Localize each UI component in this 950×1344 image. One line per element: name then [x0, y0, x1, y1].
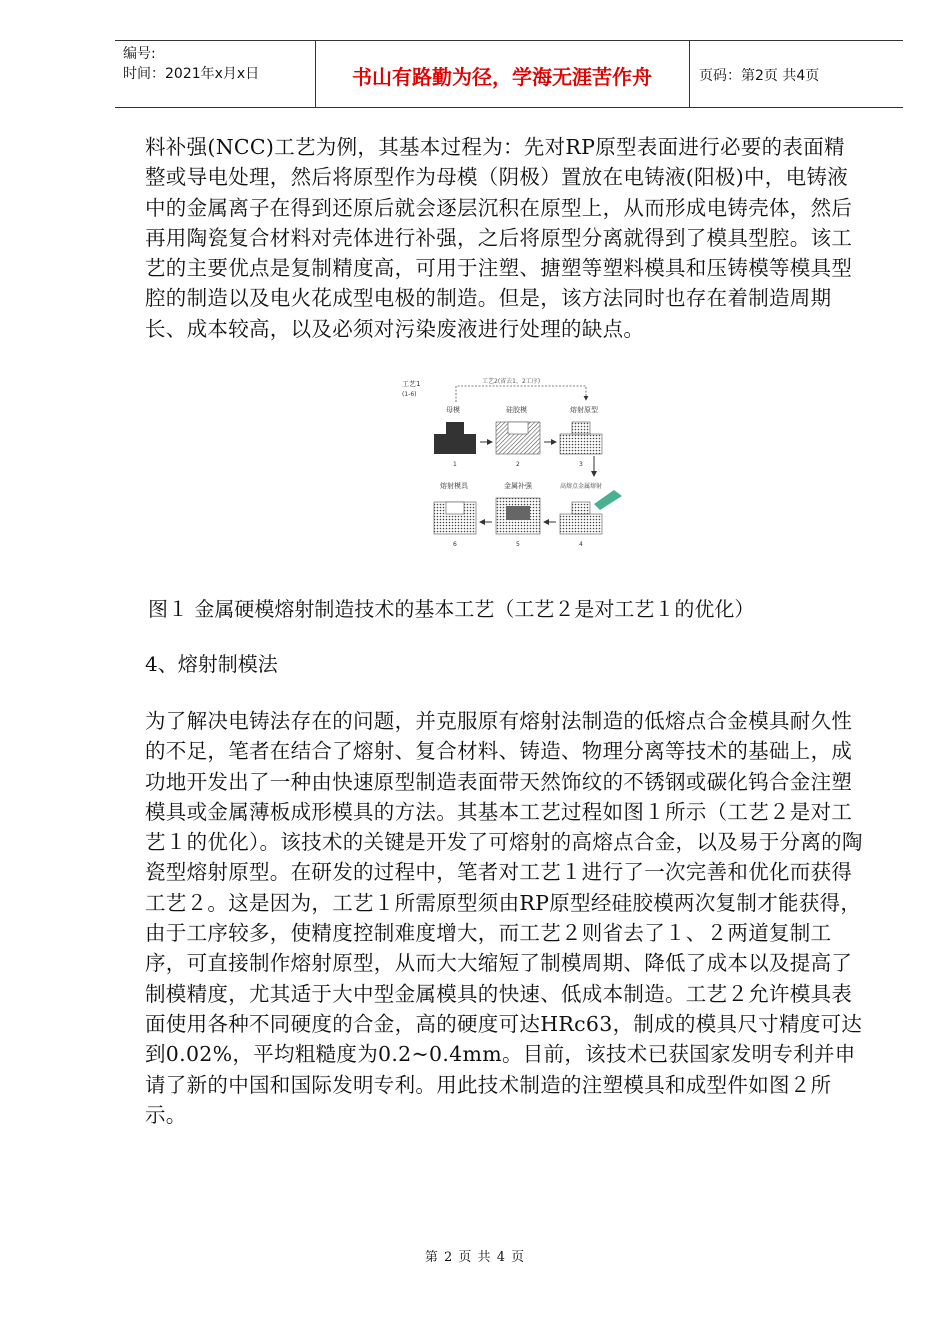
- process-figure: [400, 374, 640, 554]
- section-heading: 4、熔射制模法: [145, 652, 278, 676]
- process1-label: 工艺1: [402, 380, 421, 388]
- process-diagram: [400, 374, 640, 554]
- header-motto: 书山有路勤为径，学海无涯苦作舟: [352, 65, 652, 89]
- step3-number: 3: [579, 461, 583, 468]
- step5-label: 金属补强: [504, 482, 532, 490]
- step1-shape: [434, 422, 476, 454]
- step6-label: 熔射模具: [440, 482, 468, 490]
- page-footer: 第 2 页 共 4 页: [424, 1250, 526, 1265]
- step1-number: 1: [453, 461, 457, 468]
- step6-shape: [434, 502, 476, 534]
- step4-label: 高熔点金属熔射: [560, 483, 603, 490]
- number-label: 编号:: [123, 46, 156, 62]
- step3-shape: [560, 422, 602, 454]
- time-label: 时间：2021年x月x日: [123, 66, 260, 82]
- step4-number: 4: [579, 541, 583, 548]
- step4-shape: [560, 490, 622, 534]
- body-paragraph-2: 为了解决电铸法存在的问题，并克服原有熔射法制造的低熔点合金模具耐久性的不足，笔者在结合了熔射、复合材料、铸造、物理分离等技术的基础上，成功地开发出了一种由快速原型制造表面带天然饰纹的不锈钢或碳化钨合金注塑模具或金属薄板成形模具的方法。其基本工艺过程如图１所示（工艺２是对工艺１的优化）。该技术的关键是开发了可熔射的高熔点合金，以及易于分离的陶瓷型熔射原型。在研发的过程中，笔者对工艺１进行了一次完善和优化而获得工艺２。这是因为，工艺１所需原型须由RP原型经硅胶模两次复制才能获得，由于工序较多，使精度控制难度增大，而工艺２则省去了１、２两道复制工序，可直接制作熔射原型，从而大大缩短了制模周期、降低了成本以及提高了制模精度，尤其适于大中型金属模具的快速、低成本制造。工艺２允许模具表面使用各种不同硬度的合金，高的硬度可达HRc63，制成的模具尺寸精度可达到0.02%，平均粗糙度为0.2~0.4mm。目前，该技术已获国家发明专利并申请了新的中国和国际发明专利。用此技术制造的注塑模具和成型件如图２所示。: [145, 709, 863, 1127]
- process2-bracket: [456, 386, 586, 402]
- figure-caption: 图１ 金属硬模熔射制造技术的基本工艺（工艺２是对工艺１的优化）: [148, 597, 755, 621]
- step1-label: 母模: [446, 406, 460, 414]
- step6-number: 6: [453, 541, 457, 548]
- body-paragraph-1: 料补强(NCC)工艺为例，其基本过程为：先对RP原型表面进行必要的表面精整或导电处理，然后将原型作为母模（阴极）置放在电铸液(阳极)中，电铸液中的金属离子在得到还原后就会逐层沉积在原型上，从而形成电铸壳体，然后再用陶瓷复合材料对壳体进行补强，之后将原型分离就得到了模具型腔。该工艺的主要优点是复制精度高，可用于注塑、搪塑等塑料模具和压铸模等模具型腔的制造以及电火花成型电极的制造。但是，该方法同时也存在着制造周期长、成本较高，以及必须对污染废液进行处理的缺点。: [145, 135, 853, 341]
- header-meta-cell: [115, 41, 316, 107]
- spray-gun-icon: [594, 490, 622, 510]
- header-motto-cell: [315, 41, 690, 107]
- process1-range-label: (1-6): [402, 391, 417, 398]
- step2-shape: [496, 422, 540, 454]
- header-page-number: 页码：第2页 共4页: [699, 68, 820, 84]
- step5-number: 5: [516, 541, 520, 548]
- process2-label: 工艺2(省去1、2工序): [482, 378, 541, 385]
- step3-label: 熔射原型: [570, 406, 598, 414]
- step2-number: 2: [516, 461, 520, 468]
- document-header: [115, 40, 903, 108]
- step2-label: 硅胶模: [506, 406, 527, 414]
- step5-shape: [496, 498, 540, 534]
- header-page-cell: [689, 41, 903, 107]
